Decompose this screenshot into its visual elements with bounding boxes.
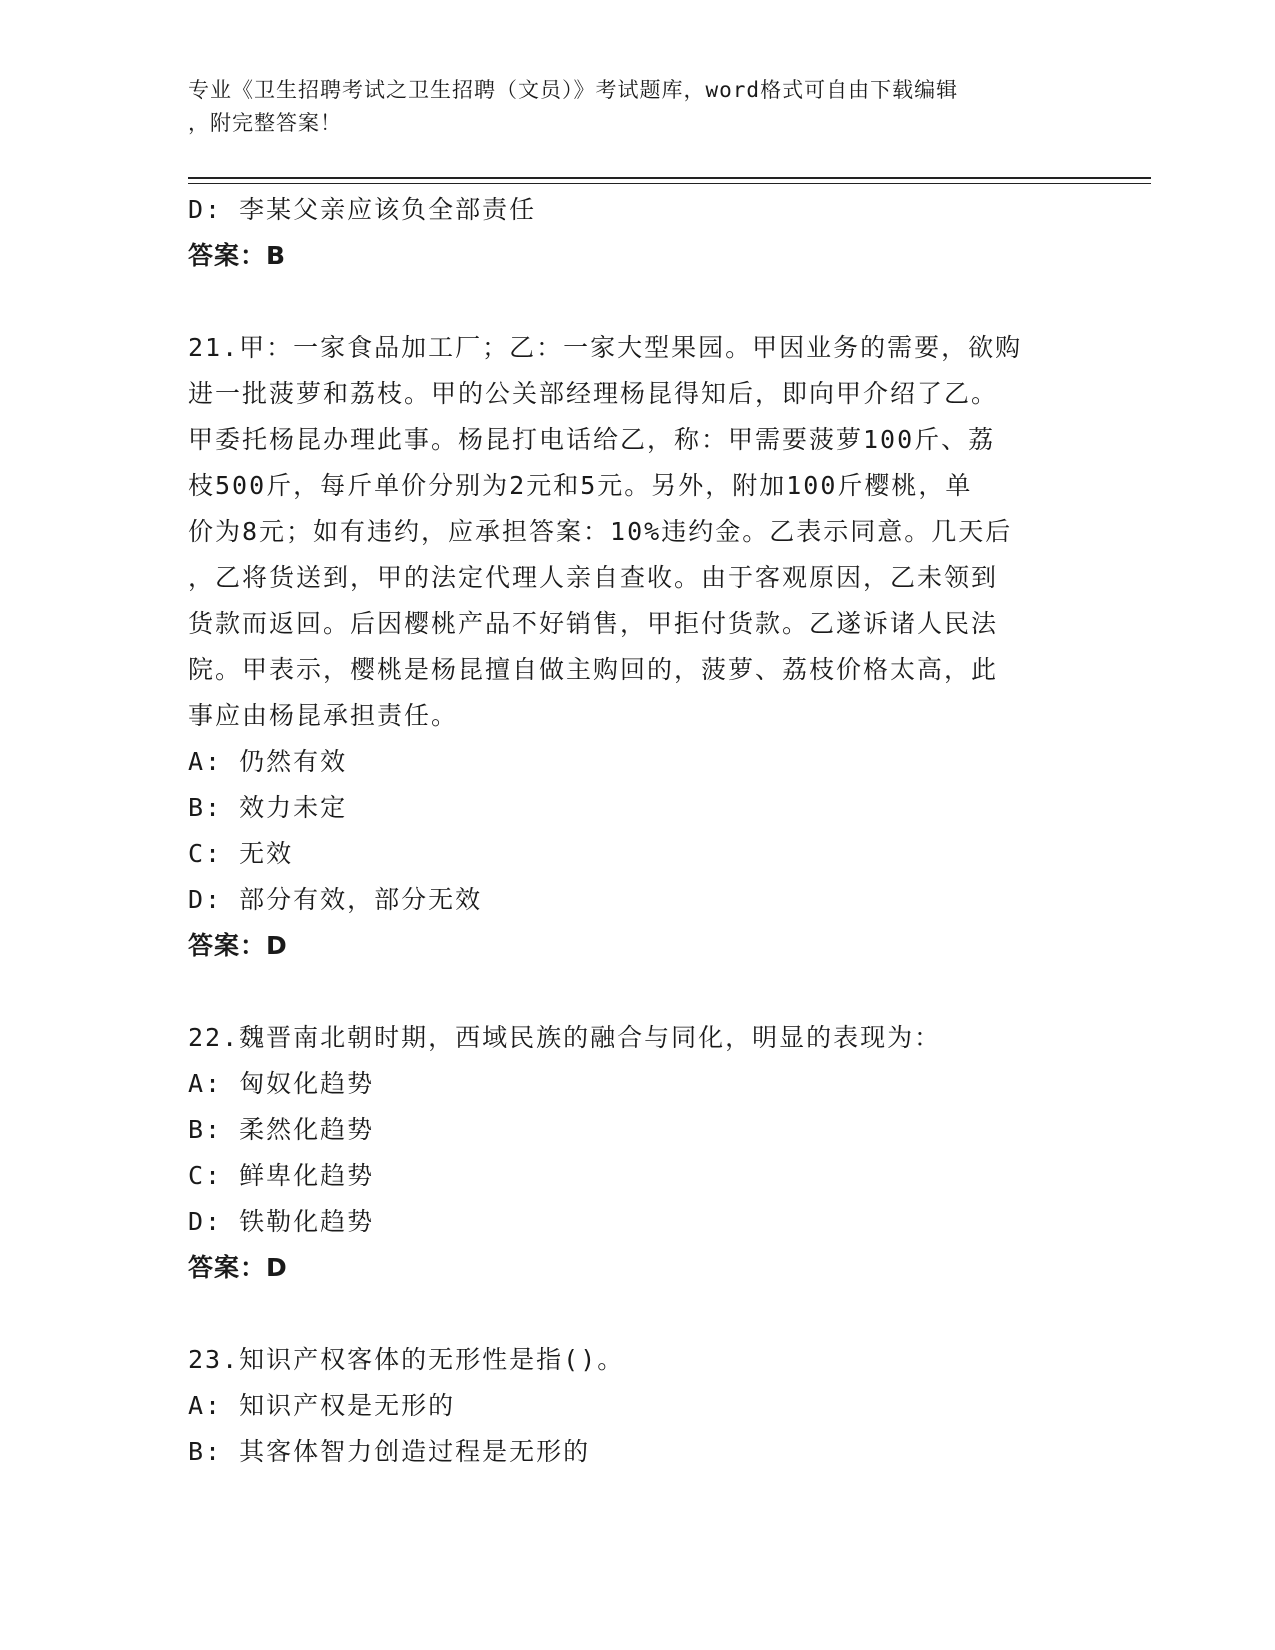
question-text-line: 价为8元；如有违约，应承担答案：10%违约金。乙表示同意。几天后 <box>188 517 1013 546</box>
answer-line: 答案：D <box>188 931 288 960</box>
option-a: A: 匈奴化趋势 <box>188 1069 375 1098</box>
question-text-line: ，乙将货送到，甲的法定代理人亲自查收。由于客观原因，乙未领到 <box>188 563 999 592</box>
question-20-tail <box>188 187 1088 279</box>
header-divider-thin <box>188 183 1151 184</box>
document-header <box>188 74 1068 140</box>
option-d: D: 铁勒化趋势 <box>188 1207 375 1236</box>
question-text-line: 21.甲：一家食品加工厂；乙：一家大型果园。甲因业务的需要，欲购 <box>188 333 1023 362</box>
option-d: D: 李某父亲应该负全部责任 <box>188 195 537 224</box>
option-c: C: 无效 <box>188 839 294 868</box>
spacer <box>188 969 1088 1015</box>
option-d: D: 部分有效，部分无效 <box>188 885 483 914</box>
question-23 <box>188 1337 1088 1475</box>
spacer <box>188 279 1088 325</box>
header-divider-thick <box>188 177 1151 179</box>
question-22 <box>188 1015 1088 1291</box>
answer-line: 答案：B <box>188 241 287 270</box>
question-text-line: 事应由杨昆承担责任。 <box>188 701 459 730</box>
option-b: B: 其客体智力创造过程是无形的 <box>188 1437 591 1466</box>
answer-line: 答案：D <box>188 1253 288 1282</box>
option-c: C: 鲜卑化趋势 <box>188 1161 375 1190</box>
option-b: B: 效力未定 <box>188 793 348 822</box>
question-text-line: 22.魏晋南北朝时期，西域民族的融合与同化，明显的表现为： <box>188 1023 942 1052</box>
question-text-line: 货款而返回。后因樱桃产品不好销售，甲拒付货款。乙遂诉诸人民法 <box>188 609 999 638</box>
option-a: A: 仍然有效 <box>188 747 348 776</box>
question-text-line: 甲委托杨昆办理此事。杨昆打电话给乙，称：甲需要菠萝100斤、荔 <box>188 425 996 454</box>
option-b: B: 柔然化趋势 <box>188 1115 375 1144</box>
option-a: A: 知识产权是无形的 <box>188 1391 456 1420</box>
question-text-line: 23.知识产权客体的无形性是指()。 <box>188 1345 625 1374</box>
question-21 <box>188 325 1088 969</box>
header-line-1: 专业《卫生招聘考试之卫生招聘（文员）》考试题库，word格式可自由下载编辑 <box>188 78 959 102</box>
question-list <box>188 187 1088 1475</box>
header-line-2: ，附完整答案！ <box>188 111 342 135</box>
question-text-line: 进一批菠萝和荔枝。甲的公关部经理杨昆得知后，即向甲介绍了乙。 <box>188 379 999 408</box>
question-text-line: 枝500斤，每斤单价分别为2元和5元。另外，附加100斤樱桃，单 <box>188 471 973 500</box>
question-text-line: 院。甲表示，樱桃是杨昆擅自做主购回的，菠萝、荔枝价格太高，此 <box>188 655 999 684</box>
spacer <box>188 1291 1088 1337</box>
